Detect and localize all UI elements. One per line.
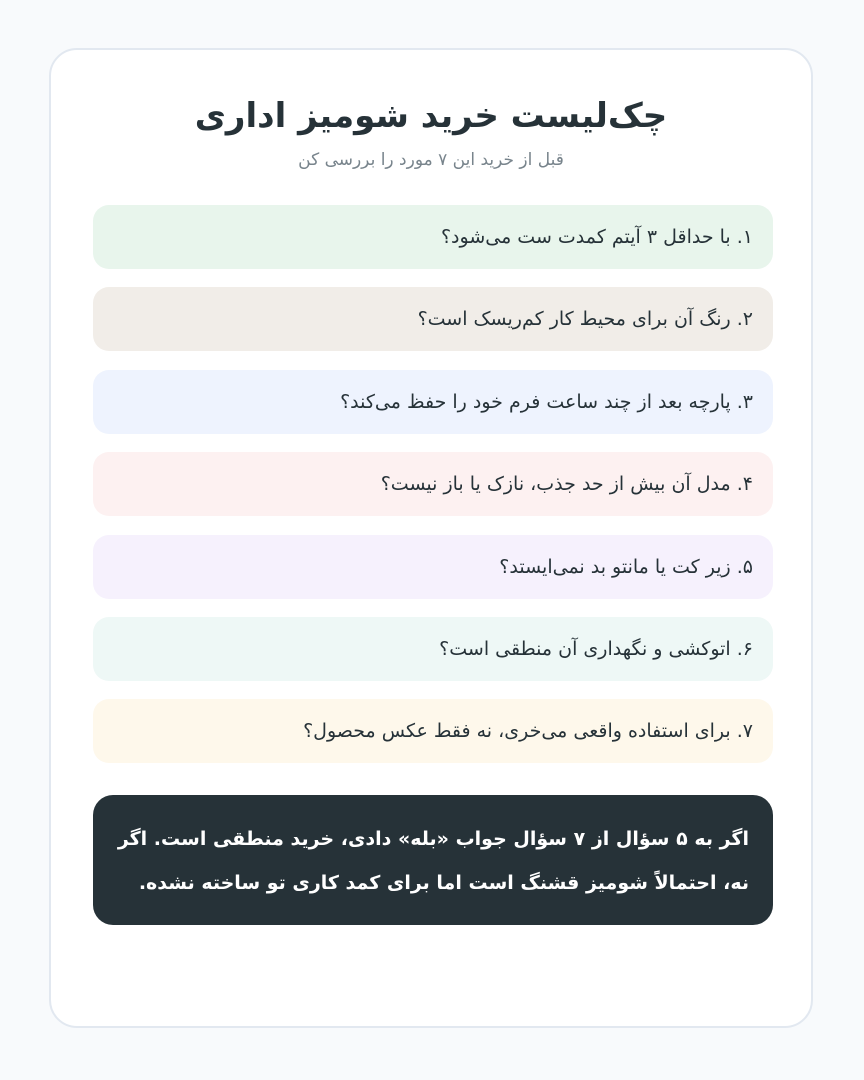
- summary-note-text: اگر به ۵ سؤال از ۷ سؤال جواب «بله» دادی، خرید منطقی است. اگر نه، احتمالاً شومیز قشنگ است اما برای کمد کاری تو ساخته نشده.: [117, 828, 749, 894]
- checklist-item-text: ۳. پارچه بعد از چند ساعت فرم خود را حفظ می‌کند؟: [340, 390, 753, 413]
- checklist-item: [93, 699, 773, 763]
- checklist-item-text: ۵. زیر کت یا مانتو بد نمی‌ایستد؟: [499, 555, 753, 578]
- page-subtitle: قبل از خرید این ۷ مورد را بررسی کن: [298, 150, 564, 170]
- checklist-item: [93, 452, 773, 516]
- checklist-item-text: ۶. اتوکشی و نگهداری آن منطقی است؟: [439, 637, 753, 660]
- checklist-item-text: ۷. برای استفاده واقعی می‌خری، نه فقط عکس محصول؟: [303, 720, 753, 743]
- checklist-item-text: ۴. مدل آن بیش از حد جذب، نازک یا باز نیست؟: [380, 473, 753, 496]
- checklist-card: [49, 48, 813, 1028]
- checklist-item-text: ۱. با حداقل ۳ آیتم کمدت ست می‌شود؟: [440, 226, 753, 248]
- checklist-item: [93, 617, 773, 681]
- checklist-item: [93, 370, 773, 434]
- page-title: چک‌لیست خرید شومیز اداری: [194, 96, 668, 136]
- checklist-item: [93, 287, 773, 351]
- checklist-item: [93, 205, 773, 269]
- checklist-item-text: ۲. رنگ آن برای محیط کار کم‌ریسک است؟: [417, 308, 753, 331]
- checklist-item: [93, 535, 773, 599]
- summary-note: [93, 795, 773, 925]
- checklist: [93, 205, 773, 782]
